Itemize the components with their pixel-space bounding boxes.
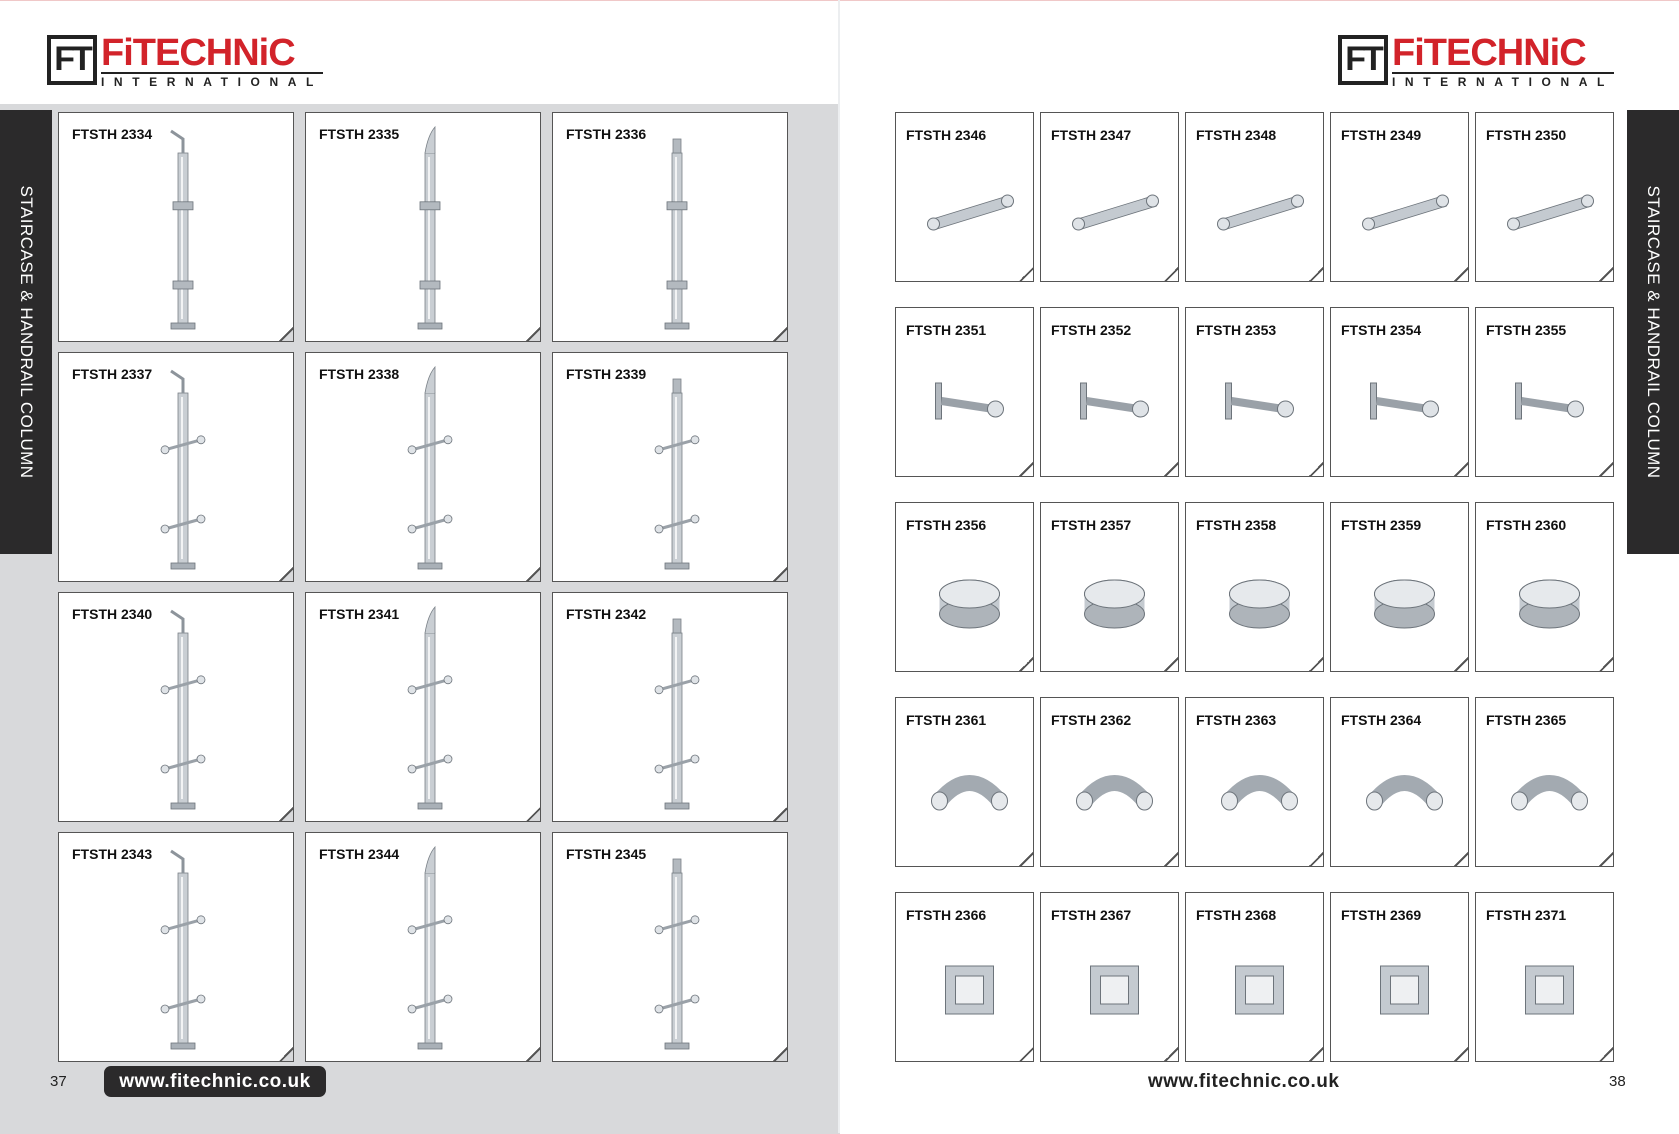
product-code: FTSTH 2351	[906, 322, 987, 338]
product-card[interactable]	[58, 112, 294, 342]
product-card[interactable]	[58, 832, 294, 1062]
logo-subtitle: INTERNATIONAL	[101, 72, 323, 89]
product-code: FTSTH 2367	[1051, 907, 1132, 923]
product-code: FTSTH 2364	[1341, 712, 1422, 728]
product-card[interactable]	[1475, 502, 1614, 672]
column-post-icon	[59, 593, 294, 822]
product-code: FTSTH 2363	[1196, 712, 1277, 728]
product-card[interactable]	[552, 352, 788, 582]
catalog-page-right	[840, 0, 1679, 1134]
product-card[interactable]	[552, 592, 788, 822]
product-card[interactable]	[1185, 892, 1324, 1062]
product-card[interactable]	[895, 112, 1034, 282]
product-card[interactable]	[895, 307, 1034, 477]
product-code: FTSTH 2344	[319, 846, 400, 862]
product-card[interactable]	[552, 832, 788, 1062]
product-card[interactable]	[1040, 502, 1179, 672]
logo-initials: FT	[1338, 35, 1388, 85]
column-post-icon	[59, 113, 294, 342]
product-card[interactable]	[1040, 112, 1179, 282]
product-card[interactable]	[1475, 112, 1614, 282]
product-code: FTSTH 2342	[566, 606, 647, 622]
page-number: 37	[50, 1073, 67, 1090]
product-code: FTSTH 2346	[906, 127, 987, 143]
column-post-icon	[553, 833, 788, 1062]
product-card[interactable]	[1040, 307, 1179, 477]
product-code: FTSTH 2341	[319, 606, 400, 622]
website-link[interactable]: www.fitechnic.co.uk	[104, 1066, 326, 1097]
column-post-icon	[553, 353, 788, 582]
product-code: FTSTH 2369	[1341, 907, 1422, 923]
column-post-icon	[59, 353, 294, 582]
column-post-icon	[306, 833, 541, 1062]
product-card[interactable]	[895, 892, 1034, 1062]
product-card[interactable]	[1475, 307, 1614, 477]
product-card[interactable]	[1475, 697, 1614, 867]
product-card[interactable]	[305, 832, 541, 1062]
product-code: FTSTH 2339	[566, 366, 647, 382]
website-link[interactable]: www.fitechnic.co.uk	[1148, 1071, 1340, 1092]
product-code: FTSTH 2349	[1341, 127, 1422, 143]
product-code: FTSTH 2336	[566, 126, 647, 142]
logo-name: FiTECHNiC	[101, 32, 295, 74]
product-card[interactable]	[1330, 307, 1469, 477]
product-card[interactable]	[305, 112, 541, 342]
product-code: FTSTH 2352	[1051, 322, 1132, 338]
product-code: FTSTH 2360	[1486, 517, 1567, 533]
product-code: FTSTH 2334	[72, 126, 153, 142]
product-card[interactable]	[1185, 112, 1324, 282]
product-card[interactable]	[1330, 697, 1469, 867]
product-card[interactable]	[1330, 892, 1469, 1062]
product-code: FTSTH 2335	[319, 126, 400, 142]
product-card[interactable]	[552, 112, 788, 342]
product-code: FTSTH 2365	[1486, 712, 1567, 728]
section-label: STAIRCASE & HANDRAIL COLUMN	[17, 185, 36, 479]
product-code: FTSTH 2357	[1051, 517, 1132, 533]
product-code: FTSTH 2345	[566, 846, 647, 862]
product-code: FTSTH 2343	[72, 846, 153, 862]
product-card[interactable]	[1330, 112, 1469, 282]
product-code: FTSTH 2353	[1196, 322, 1277, 338]
product-code: FTSTH 2354	[1341, 322, 1422, 338]
product-card[interactable]	[1330, 502, 1469, 672]
product-code: FTSTH 2359	[1341, 517, 1422, 533]
product-code: FTSTH 2371	[1486, 907, 1567, 923]
product-code: FTSTH 2355	[1486, 322, 1567, 338]
product-code: FTSTH 2337	[72, 366, 153, 382]
column-post-icon	[306, 353, 541, 582]
logo-subtitle: INTERNATIONAL	[1392, 72, 1614, 89]
product-code: FTSTH 2350	[1486, 127, 1567, 143]
product-code: FTSTH 2358	[1196, 517, 1277, 533]
product-card[interactable]	[1040, 697, 1179, 867]
product-card[interactable]	[1185, 502, 1324, 672]
page-number: 38	[1609, 1073, 1626, 1090]
product-code: FTSTH 2356	[906, 517, 987, 533]
product-code: FTSTH 2366	[906, 907, 987, 923]
column-post-icon	[59, 833, 294, 1062]
product-card[interactable]	[58, 592, 294, 822]
column-post-icon	[306, 593, 541, 822]
product-card[interactable]	[58, 352, 294, 582]
product-card[interactable]	[1185, 697, 1324, 867]
column-post-icon	[553, 593, 788, 822]
product-card[interactable]	[895, 502, 1034, 672]
product-code: FTSTH 2340	[72, 606, 153, 622]
product-code: FTSTH 2368	[1196, 907, 1277, 923]
product-card[interactable]	[305, 592, 541, 822]
product-code: FTSTH 2338	[319, 366, 400, 382]
column-post-icon	[306, 113, 541, 342]
section-side-tab	[1627, 110, 1679, 554]
product-card[interactable]	[895, 697, 1034, 867]
product-code: FTSTH 2362	[1051, 712, 1132, 728]
product-code: FTSTH 2347	[1051, 127, 1132, 143]
product-card[interactable]	[1185, 307, 1324, 477]
product-card[interactable]	[1040, 892, 1179, 1062]
logo-initials: FT	[47, 35, 97, 85]
section-label: STAIRCASE & HANDRAIL COLUMN	[1644, 185, 1663, 479]
section-side-tab	[0, 110, 52, 554]
column-post-icon	[553, 113, 788, 342]
product-code: FTSTH 2361	[906, 712, 987, 728]
product-card[interactable]	[305, 352, 541, 582]
product-card[interactable]	[1475, 892, 1614, 1062]
product-code: FTSTH 2348	[1196, 127, 1277, 143]
logo-name: FiTECHNiC	[1392, 32, 1586, 74]
